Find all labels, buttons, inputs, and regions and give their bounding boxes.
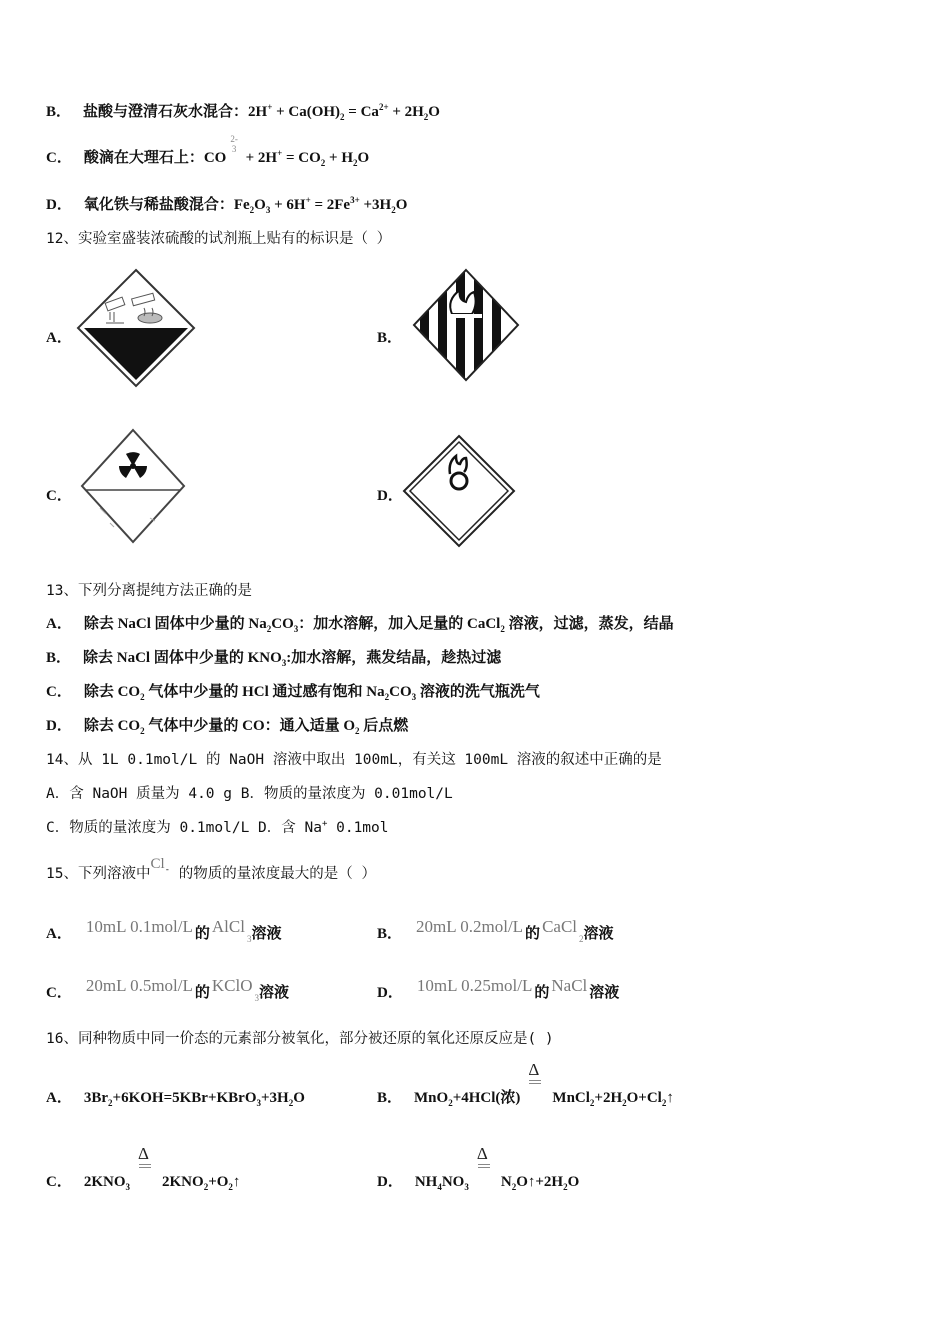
q13-option-a bbox=[46, 614, 674, 634]
equals-sign bbox=[529, 1080, 541, 1084]
text-segment: AlCl bbox=[211, 917, 245, 936]
text-segment: MnO bbox=[414, 1090, 449, 1106]
q16-stem bbox=[46, 1029, 554, 1049]
text-segment: 3 bbox=[265, 205, 271, 215]
text-segment: 3 bbox=[246, 934, 252, 944]
heating-condition bbox=[134, 1144, 158, 1192]
option-label: C． bbox=[46, 150, 72, 166]
text-segment: 10mL 0.25mol/L bbox=[416, 976, 533, 995]
q15-option-a bbox=[46, 917, 282, 944]
q15-option-d bbox=[377, 976, 620, 1003]
text-segment: 2 bbox=[266, 624, 272, 634]
text-segment: N bbox=[500, 1174, 512, 1190]
text-segment: 3 bbox=[281, 658, 287, 668]
text-segment: 2KNO bbox=[162, 1174, 204, 1190]
text-segment: +6KOH=5KBr+KBrO bbox=[112, 1090, 257, 1106]
text-segment: 溶液 bbox=[589, 985, 620, 1001]
q14-options-cd bbox=[46, 818, 388, 838]
q13-stem bbox=[46, 581, 252, 601]
text-segment: O bbox=[254, 197, 266, 213]
text-segment: 除去 CO bbox=[83, 684, 141, 700]
text-segment: 20mL 0.2mol/L bbox=[416, 917, 524, 936]
text-segment: +O bbox=[208, 1174, 229, 1190]
text-segment: 2 bbox=[511, 1182, 517, 1192]
text-segment: Cl bbox=[150, 856, 165, 872]
text-segment: 气体中少量的 HCl 通过感有饱和 Na bbox=[144, 684, 385, 700]
text-segment: O bbox=[395, 197, 408, 213]
text-segment: 4 bbox=[437, 1182, 442, 1192]
text-segment: MnCl bbox=[552, 1090, 590, 1106]
text-segment: O bbox=[567, 1174, 580, 1190]
text-segment: 溶液，过滤，蒸发，结晶 bbox=[504, 616, 674, 632]
option-label: C． bbox=[46, 985, 72, 1001]
text-segment: + bbox=[305, 195, 311, 205]
text-segment: NaCl bbox=[551, 976, 588, 995]
text-segment: O bbox=[428, 104, 440, 120]
oxidizer-sign-icon bbox=[402, 434, 516, 548]
text-segment: A．含 NaOH 质量为 4.0 g B．物质的量浓度为 0.01mol/L bbox=[46, 786, 453, 802]
text-segment: CaCl bbox=[542, 917, 578, 936]
text-segment: + H bbox=[325, 150, 353, 166]
q16-option-b bbox=[377, 1060, 674, 1108]
text-segment: O bbox=[357, 150, 370, 166]
text-segment: 13、下列分离提纯方法正确的是 bbox=[46, 583, 252, 599]
text-segment: 3 bbox=[464, 1182, 469, 1192]
option-label: A． bbox=[46, 926, 72, 942]
text-segment: 的 bbox=[534, 985, 550, 1001]
option-label: D． bbox=[377, 1174, 403, 1190]
text-segment: 2 bbox=[589, 1098, 595, 1108]
text-segment: 3+ bbox=[350, 195, 360, 205]
text-segment: 除去 CO bbox=[83, 718, 141, 734]
text-segment: +4HCl(浓) bbox=[452, 1090, 521, 1106]
text-segment: 2 bbox=[661, 1098, 667, 1108]
q12-stem bbox=[46, 229, 391, 249]
text-segment: 2 bbox=[622, 1098, 627, 1108]
q11-option-b bbox=[46, 102, 440, 122]
text-segment: 3 bbox=[293, 624, 299, 634]
text-segment: +2H bbox=[594, 1090, 623, 1106]
delta-symbol: Δ bbox=[476, 1144, 488, 1163]
q15-stem bbox=[46, 856, 377, 884]
q11-option-d bbox=[46, 195, 407, 215]
text-segment: 2 bbox=[391, 205, 396, 215]
q13-option-b bbox=[46, 648, 501, 668]
text-segment: + bbox=[277, 148, 283, 158]
text-segment: CO bbox=[271, 616, 294, 632]
text-segment: 3 bbox=[125, 1182, 131, 1192]
equals-sign bbox=[478, 1164, 490, 1168]
q14-stem bbox=[46, 750, 662, 770]
text-segment: 3Br bbox=[83, 1090, 109, 1106]
text-segment: 2- 3 bbox=[230, 134, 238, 154]
text-segment: = 2Fe bbox=[310, 197, 351, 213]
q15-option-c bbox=[46, 976, 290, 1003]
text-segment: 16、同种物质中同一价态的元素部分被氧化，部分被还原的氧化还原反应是( ) bbox=[46, 1031, 554, 1047]
text-segment: :加水溶解，燕发结晶，趁热过滤 bbox=[286, 650, 502, 666]
q16-option-d bbox=[377, 1144, 580, 1192]
heating-condition bbox=[473, 1144, 497, 1192]
text-segment: 20mL 0.5mol/L bbox=[85, 976, 193, 995]
heating-condition bbox=[524, 1060, 548, 1108]
text-segment: 15、下列溶液中 bbox=[46, 866, 151, 882]
q12-option-b-label: B． bbox=[377, 330, 403, 346]
text-segment: 盐酸与澄清石灰水混合：2H bbox=[83, 104, 268, 120]
text-segment: 溶液的洗气瓶洗气 bbox=[416, 684, 540, 700]
text-segment: 2 bbox=[563, 1182, 568, 1192]
text-segment: 除去 NaCl 固体中少量的 KNO bbox=[83, 650, 282, 666]
q12-option-a-label: A． bbox=[46, 330, 72, 346]
option-label: A． bbox=[46, 1090, 72, 1106]
text-segment: 2 bbox=[203, 1182, 209, 1192]
text-segment: O+Cl bbox=[626, 1090, 662, 1106]
text-segment: 3 bbox=[411, 692, 417, 702]
text-segment: 2 bbox=[500, 624, 505, 634]
text-segment: 2 bbox=[228, 1182, 233, 1192]
text-segment: NO bbox=[441, 1174, 465, 1190]
text-segment: 氧化铁与稀盐酸混合：Fe bbox=[83, 197, 250, 213]
q11-option-c bbox=[46, 134, 370, 168]
text-segment: 溶液 bbox=[251, 926, 282, 942]
text-segment: 的 bbox=[525, 926, 541, 942]
q16-option-c bbox=[46, 1144, 241, 1192]
text-segment: 的 bbox=[194, 926, 210, 942]
q12-option-c-label: C． bbox=[46, 488, 72, 504]
text-segment: ↑ bbox=[232, 1174, 241, 1190]
text-segment: 2 bbox=[249, 205, 255, 215]
radioactive-sign-icon bbox=[80, 428, 186, 544]
text-segment: 酸滴在大理石上：CO bbox=[83, 150, 227, 166]
text-segment: = Ca bbox=[344, 104, 379, 120]
text-segment: 溶液 bbox=[583, 926, 614, 942]
option-label: A． bbox=[46, 616, 72, 632]
text-segment: 2 bbox=[340, 112, 345, 122]
text-segment: 2 bbox=[288, 1098, 294, 1108]
text-segment: = CO bbox=[282, 150, 321, 166]
equals-sign bbox=[139, 1164, 151, 1168]
option-label: C． bbox=[46, 684, 72, 700]
q13-option-d bbox=[46, 716, 408, 736]
text-segment: 2 bbox=[423, 112, 429, 122]
delta-symbol: Δ bbox=[528, 1060, 540, 1079]
text-segment: 2 bbox=[384, 692, 390, 702]
text-segment: + Ca(OH) bbox=[272, 104, 341, 120]
text-segment: O↑+2H bbox=[516, 1174, 564, 1190]
text-segment: + bbox=[321, 819, 328, 830]
corrosive-sign-icon bbox=[76, 268, 196, 388]
text-segment: CO bbox=[389, 684, 412, 700]
text-segment: 3 bbox=[256, 1098, 261, 1108]
option-label: D． bbox=[46, 718, 72, 734]
option-label: B． bbox=[46, 650, 72, 666]
option-label: B． bbox=[377, 1090, 403, 1106]
q16-option-a bbox=[46, 1088, 305, 1108]
text-segment: 溶液 bbox=[259, 985, 290, 1001]
option-label: D． bbox=[46, 197, 72, 213]
text-segment: 2 bbox=[320, 158, 326, 168]
text-segment: 14、从 1L 0.1mol/L 的 NaOH 溶液中取出 100mL，有关这 100mL 溶液的叙述中正确的是 bbox=[46, 752, 662, 768]
delta-symbol: Δ bbox=[138, 1144, 149, 1163]
text-segment: 2 bbox=[448, 1098, 453, 1108]
text-segment: 2 bbox=[108, 1098, 113, 1108]
option-label: C． bbox=[46, 1174, 72, 1190]
text-segment: +3H bbox=[261, 1090, 289, 1106]
option-label: B． bbox=[377, 926, 403, 942]
text-segment: 后点燃 bbox=[359, 718, 409, 734]
text-segment: 2+ bbox=[378, 102, 389, 112]
text-segment: 2KNO bbox=[83, 1174, 126, 1190]
option-label: B． bbox=[46, 104, 72, 120]
text-segment: + 2H bbox=[388, 104, 424, 120]
text-segment: +3H bbox=[359, 197, 392, 213]
text-segment: + 2H bbox=[241, 150, 278, 166]
q13-option-c bbox=[46, 682, 540, 702]
text-segment: C．物质的量浓度为 0.1mol/L D．含 Na bbox=[46, 820, 322, 836]
option-label: D． bbox=[377, 985, 403, 1001]
text-segment: 除去 NaCl 固体中少量的 Na bbox=[83, 616, 267, 632]
text-segment: - bbox=[164, 865, 171, 876]
q15-option-b bbox=[377, 917, 614, 944]
text-segment: ：加水溶解，加入足量的 CaCl bbox=[298, 616, 501, 632]
flammable-solid-sign-icon bbox=[410, 266, 522, 384]
text-segment: 2 bbox=[140, 692, 145, 702]
text-segment: 0.1mol bbox=[327, 820, 389, 836]
text-segment: 2 bbox=[140, 726, 145, 736]
text-segment: + 6H bbox=[270, 197, 306, 213]
text-segment: NH bbox=[414, 1174, 438, 1190]
text-segment: 12、实验室盛装浓硫酸的试剂瓶上贴有的标识是（ ） bbox=[46, 231, 392, 247]
text-segment: 2 bbox=[579, 934, 584, 944]
text-segment: 10mL 0.1mol/L bbox=[85, 917, 193, 936]
text-segment: 的 bbox=[194, 985, 210, 1001]
text-segment: 的物质的量浓度最大的是（ ） bbox=[170, 866, 377, 882]
text-segment: 2 bbox=[353, 158, 358, 168]
text-segment: 气体中少量的 CO：通入适量 O bbox=[144, 718, 356, 734]
text-segment: ↑ bbox=[666, 1090, 674, 1106]
q12-option-d-label: D． bbox=[377, 488, 403, 504]
text-segment: O bbox=[293, 1090, 305, 1106]
text-segment: KClO bbox=[211, 976, 253, 995]
text-segment: 3 bbox=[254, 993, 260, 1003]
text-segment: + bbox=[267, 102, 273, 112]
q14-options-ab bbox=[46, 784, 453, 804]
text-segment: 2 bbox=[355, 726, 360, 736]
